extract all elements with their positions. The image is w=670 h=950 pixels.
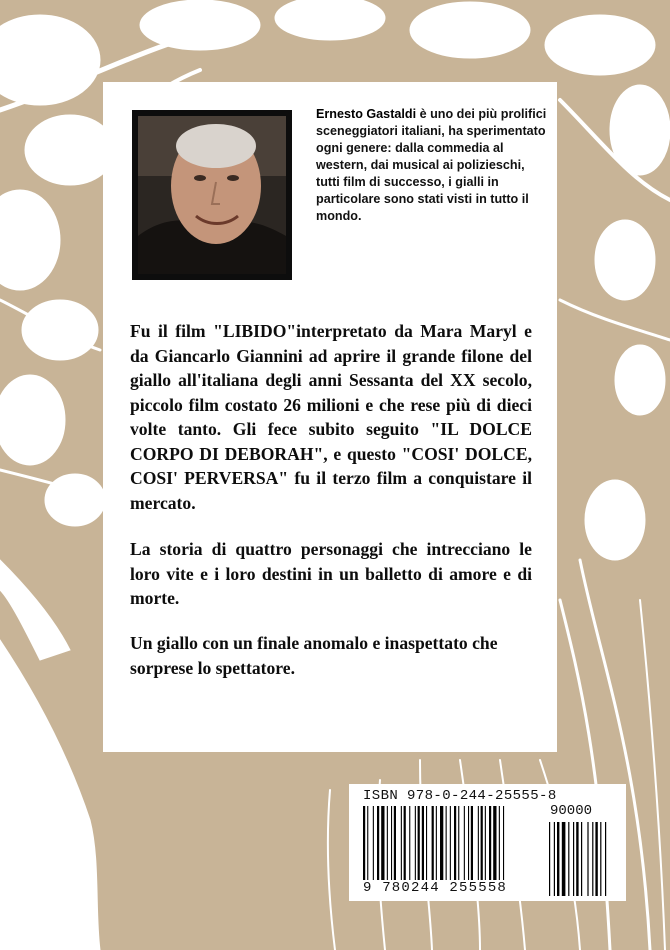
author-name: Ernesto Gastaldi (316, 107, 417, 121)
barcode-bar (499, 806, 500, 880)
barcode-bar (446, 806, 447, 880)
barcode-bar (450, 806, 451, 880)
barcode-bar (493, 806, 496, 880)
barcode-bar (409, 806, 410, 880)
author-bio (316, 106, 548, 225)
price-addon-bar (562, 822, 566, 896)
price-addon-bar (576, 822, 578, 896)
price-addon-bar (587, 822, 588, 896)
barcode-bar (458, 806, 459, 880)
price-addon-bar (581, 822, 582, 896)
barcode-bar (485, 806, 486, 880)
price-addon-bar (549, 822, 550, 896)
synopsis-paragraph-2: La storia di quattro personaggi che intrecciano le loro vite e i loro destini in un balletto di amore e di morte. (130, 539, 532, 608)
barcode-bar (468, 806, 469, 880)
barcode-bar (481, 806, 483, 880)
back-cover-text-panel (103, 82, 557, 752)
author-bio-text: è uno dei più prolifici sceneggiatori italiani, ha sperimentato ogni genere: dalla commedia al western, dai musical ai polizieschi, tutti film di successo, i gialli in particolare sono stati visti in tutto il mondo. (316, 107, 547, 223)
price-addon-bar (573, 822, 574, 896)
barcode-bar (394, 806, 396, 880)
barcode-bar (418, 806, 420, 880)
barcode-bar (387, 806, 388, 880)
barcode-bar (401, 806, 402, 880)
barcode-bar (363, 806, 365, 880)
barcode-bar (454, 806, 456, 880)
barcode-bar (377, 806, 379, 880)
barcode-bar (373, 806, 374, 880)
price-addon-bar (557, 822, 559, 896)
barcode-bar (381, 806, 384, 880)
barcode-bar (415, 806, 416, 880)
price-addon-bar (605, 822, 606, 896)
barcode-bar (404, 806, 406, 880)
synopsis-paragraph-3: Un giallo con un finale anomalo e inaspettato che sorprese lo spettatore. (130, 633, 498, 678)
isbn-label: ISBN 978-0-244-25555-8 (363, 788, 557, 804)
barcode-bar (503, 806, 504, 880)
price-addon-bar (595, 822, 597, 896)
barcode-bar (489, 806, 491, 880)
price-addon-bar (554, 822, 555, 896)
synopsis-paragraph-1: Fu il film "LIBIDO"interpretato da Mara Maryl e da Giancarlo Giannini ad aprire il grande filone del giallo all'italiana degli anni Sessanta del XX secolo, piccolo film costato 26 milioni e che rese più di dieci volte tanto. Gli fece subito seguito "IL DOLCE CORPO DI DEBORAH", e questo "COSI' DOLCE, COSI' PERVERSA" fu il terzo film a conquistare il mercato. (130, 321, 532, 513)
barcode-bar (471, 806, 473, 880)
barcode-bar (391, 806, 392, 880)
barcode-bar (464, 806, 465, 880)
barcode-bar (422, 806, 424, 880)
barcode-bar (478, 806, 479, 880)
barcode-bar (367, 806, 368, 880)
price-code: 90000 (550, 803, 593, 819)
ean-digits: 9 780244 255558 (363, 880, 508, 896)
isbn-barcode (349, 784, 626, 901)
barcode-bar (436, 806, 437, 880)
price-addon-bar (600, 822, 601, 896)
barcode-bar (432, 806, 434, 880)
barcode-bar (426, 806, 427, 880)
barcode-bar (440, 806, 443, 880)
author-photo (132, 110, 292, 280)
price-addon-bar (592, 822, 593, 896)
price-addon-bar (568, 822, 569, 896)
